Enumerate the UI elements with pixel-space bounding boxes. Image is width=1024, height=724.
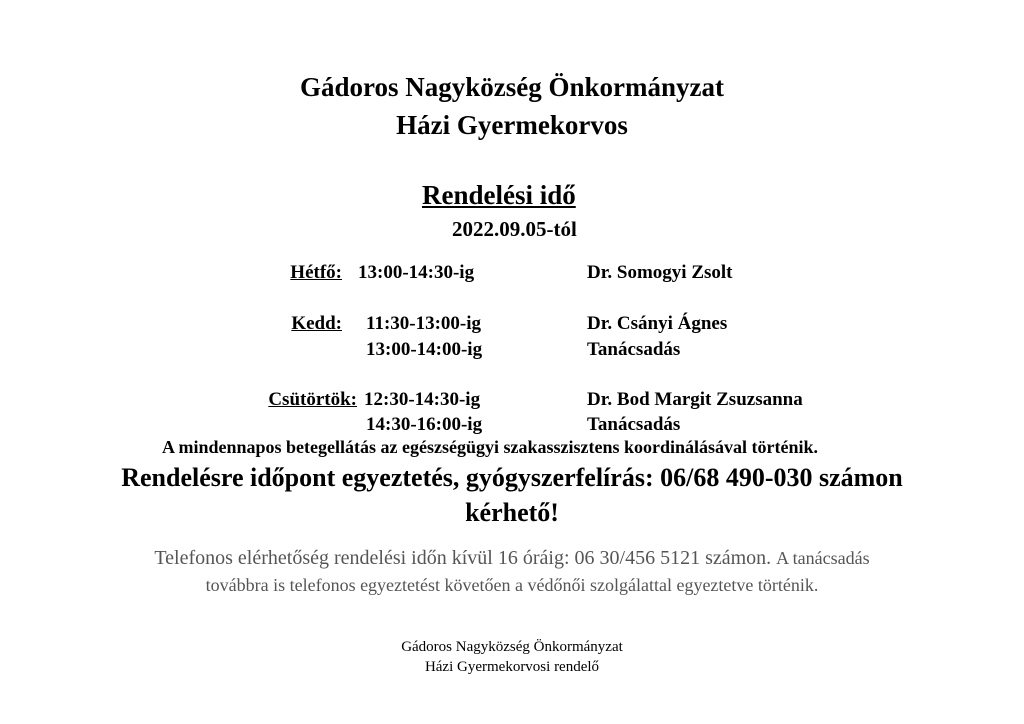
header-service: Házi Gyermekorvos	[396, 110, 628, 140]
schedule-time: 14:30-16:00-ig	[366, 414, 483, 435]
daily-care-note: A mindennapos betegellátás az egészségügyi szakasszisztens koordinálásával történik.	[161, 437, 818, 457]
schedule-doctor: Dr. Csányi Ágnes	[587, 313, 728, 334]
schedule-heading: Rendelési idő	[422, 180, 576, 210]
appointment-note-line2: kérhető!	[465, 498, 559, 527]
schedule-time: 12:30-14:30-ig	[364, 389, 481, 410]
phone-note-tail: A tanácsadás	[776, 548, 870, 568]
phone-note-line2: továbbra is telefonos egyeztetést követően a védőnői szolgálattal egyeztetve történik.	[205, 575, 819, 595]
footer-office: Házi Gyermekorvosi rendelő	[424, 659, 600, 675]
schedule-service: Tanácsadás	[587, 339, 681, 360]
schedule-day-monday: Hétfő:	[290, 262, 342, 283]
schedule-time: 13:00-14:00-ig	[366, 339, 483, 360]
schedule-day-tuesday: Kedd:	[291, 313, 342, 334]
schedule-day-thursday: Csütörtök:	[268, 389, 357, 410]
schedule-since: 2022.09.05-tól	[452, 217, 577, 241]
schedule-time: 11:30-13:00-ig	[366, 313, 482, 334]
schedule-doctor: Dr. Somogyi Zsolt	[587, 262, 733, 283]
schedule-doctor: Dr. Bod Margit Zsuzsanna	[587, 389, 803, 410]
schedule-time: 13:00-14:30-ig	[358, 262, 475, 283]
footer-org: Gádoros Nagyközség Önkormányzat	[401, 639, 623, 655]
phone-note-line1	[0, 547, 1024, 570]
schedule-service: Tanácsadás	[587, 414, 681, 435]
header-org: Gádoros Nagyközség Önkormányzat	[299, 72, 724, 102]
appointment-note-line1: Rendelésre időpont egyeztetés, gyógyszerfelírás: 06/68 490-030 számon	[121, 463, 903, 492]
phone-note-main: Telefonos elérhetőség rendelési időn kívül 16 óráig: 06 30/456 5121 számon.	[154, 547, 772, 569]
